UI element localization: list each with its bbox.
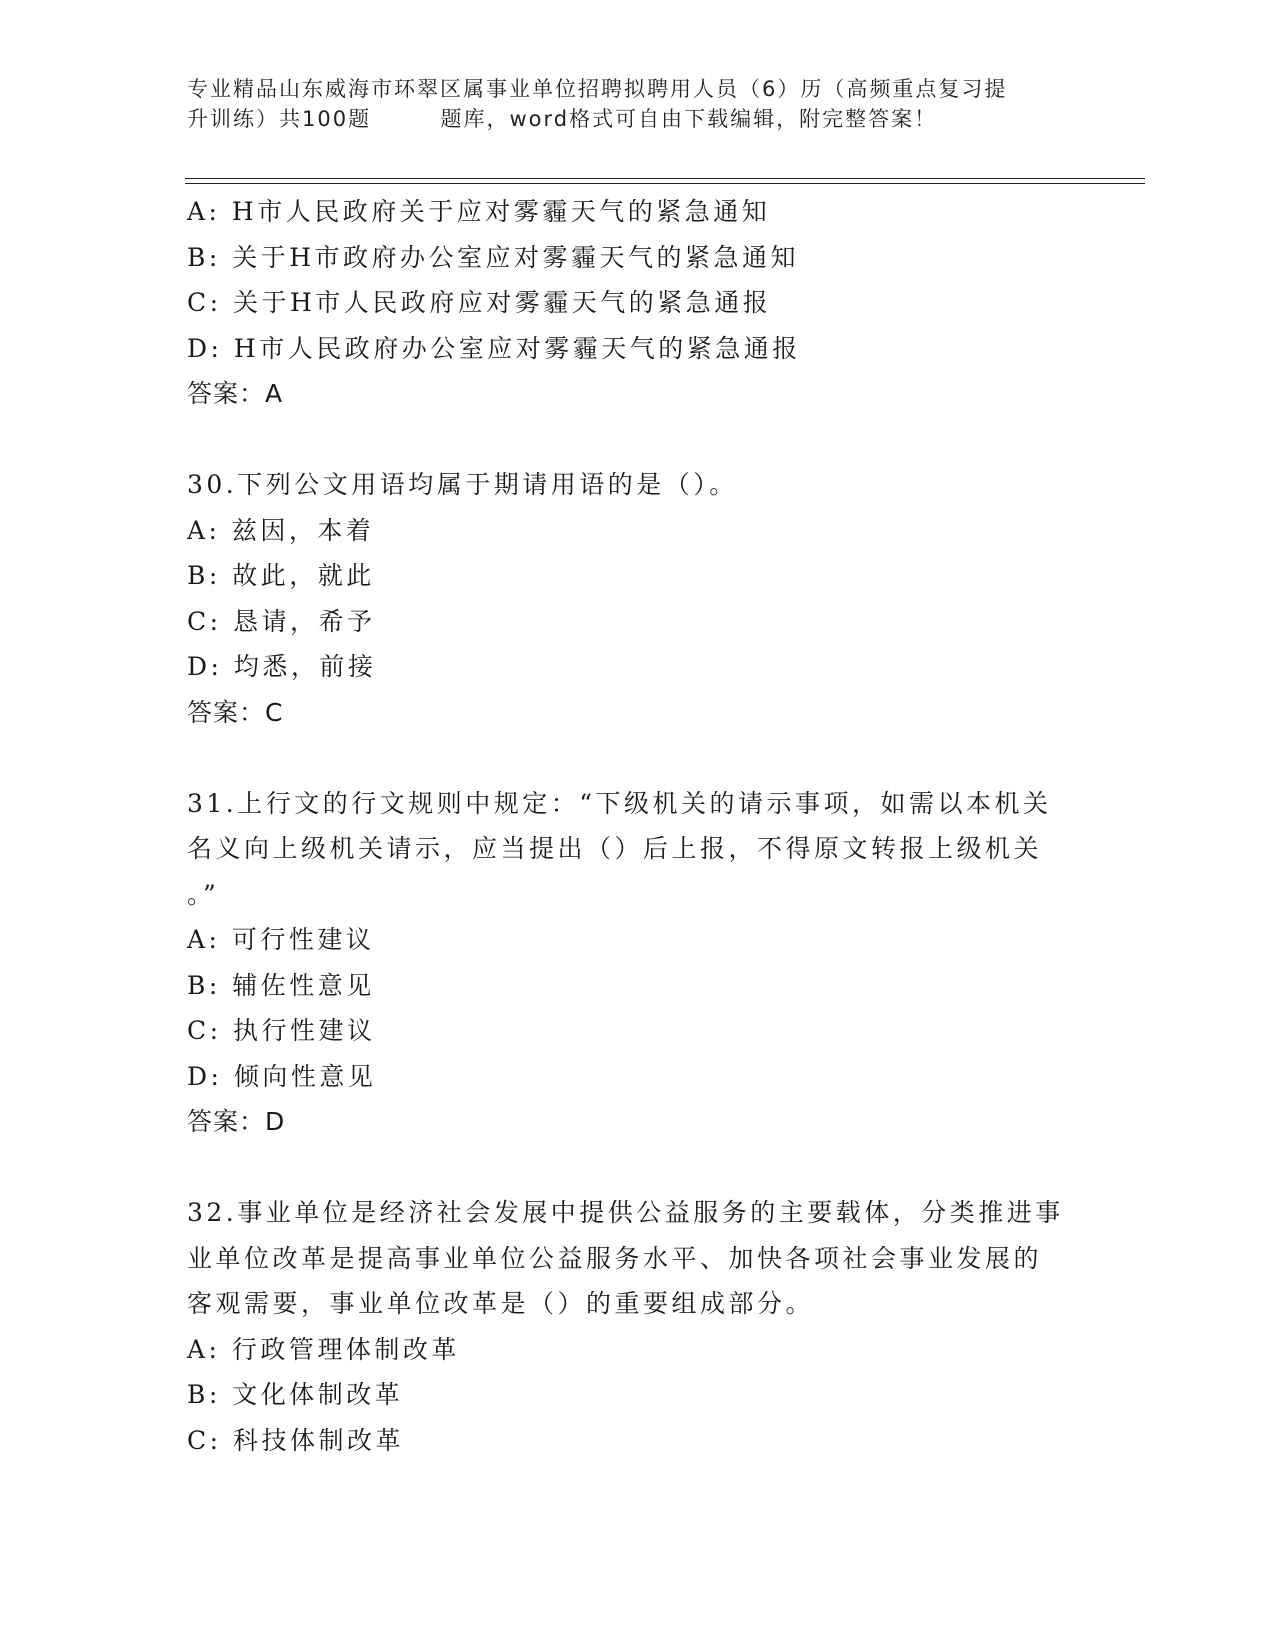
question-stem: 32.事业单位是经济社会发展中提供公益服务的主要载体，分类推进事 <box>187 1198 1064 1227</box>
option-b: B: 文化体制改革 <box>187 1380 404 1409</box>
option-c: C: 执行性建议 <box>187 1016 376 1045</box>
option-a: A: 行政管理体制改革 <box>187 1334 460 1364</box>
question-list <box>187 189 1067 1463</box>
page-header <box>187 74 1087 134</box>
question-29 <box>187 189 1067 417</box>
question-stem: 客观需要，事业单位改革是（）的重要组成部分。 <box>187 1289 815 1318</box>
option-c: C: 恳请，希予 <box>187 606 376 636</box>
option-c: C: 科技体制改革 <box>187 1425 404 1455</box>
option-d: D: H市人民政府办公室应对雾霾天气的紧急通报 <box>187 333 801 363</box>
option-a: A: 可行性建议 <box>187 925 375 954</box>
option-b: B: 故此，就此 <box>187 561 375 590</box>
answer: 答案：A <box>187 379 284 408</box>
option-c: C: 关于H市人民政府应对雾霾天气的紧急通报 <box>187 288 772 317</box>
option-b: B: 关于H市政府办公室应对雾霾天气的紧急通知 <box>187 242 800 272</box>
spacer <box>187 735 1067 781</box>
header-title-line-1: 专业精品山东威海市环翠区属事业单位招聘拟聘用人员（6）历（高频重点复习提 <box>187 77 1008 101</box>
question-stem: 。” <box>187 879 220 909</box>
question-32 <box>187 1190 1067 1463</box>
question-stem: 名义向上级机关请示，应当提出（）后上报，不得原文转报上级机关 <box>187 834 1043 863</box>
question-stem: 31.上行文的行文规则中规定：“下级机关的请示事项，如需以本机关 <box>187 788 1052 818</box>
question-stem: 业单位改革是提高事业单位公益服务水平、加快各项社会事业发展的 <box>187 1243 1043 1273</box>
option-a: A: H市人民政府关于应对雾霾天气的紧急通知 <box>187 197 771 226</box>
option-d: D: 均悉，前接 <box>187 652 377 681</box>
question-30 <box>187 462 1067 735</box>
answer: 答案：C <box>187 697 284 727</box>
header-divider-bottom <box>185 183 1145 184</box>
option-a: A: 兹因，本着 <box>187 515 375 545</box>
header-divider-top <box>185 178 1145 179</box>
spacer <box>187 1145 1067 1191</box>
header-title-line-2: 升训练）共100题 题库，word格式可自由下载编辑，附完整答案！ <box>187 107 938 131</box>
option-d: D: 倾向性意见 <box>187 1061 377 1091</box>
question-31 <box>187 781 1067 1145</box>
option-b: B: 辅佐性意见 <box>187 970 375 1000</box>
spacer <box>187 417 1067 463</box>
answer: 答案：D <box>187 1107 286 1136</box>
question-stem: 30.下列公文用语均属于期请用语的是（）。 <box>187 470 738 499</box>
